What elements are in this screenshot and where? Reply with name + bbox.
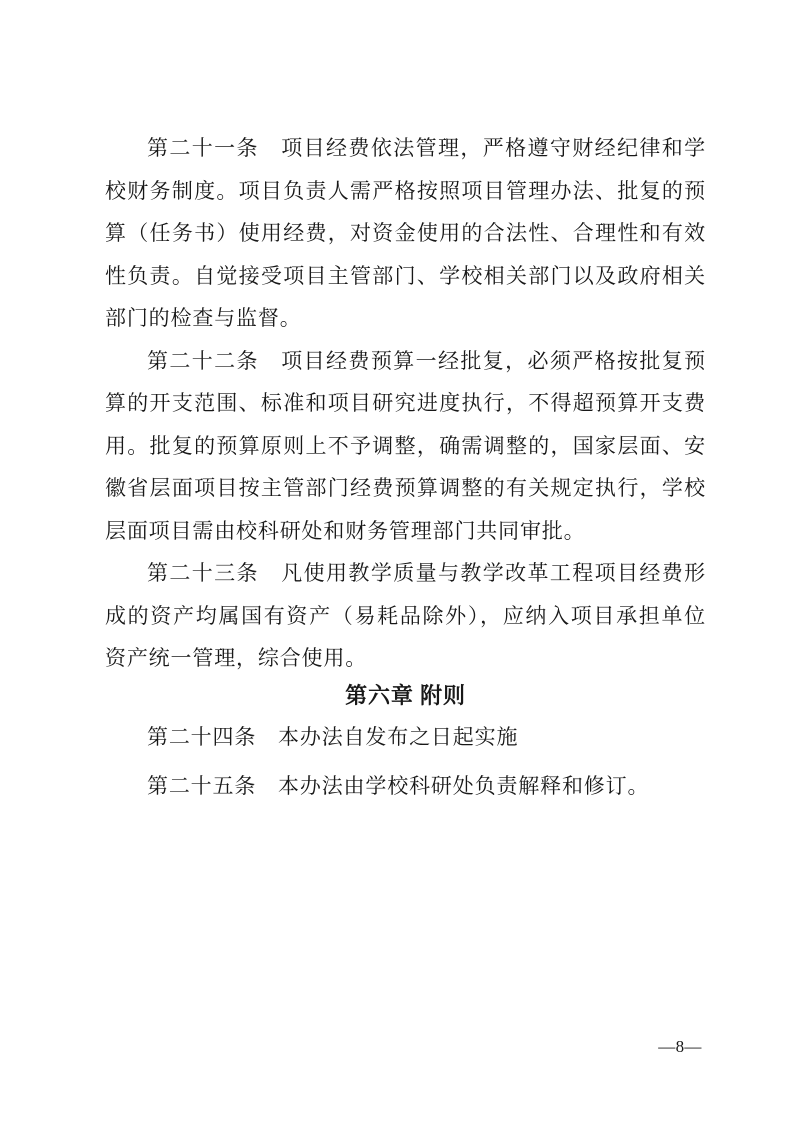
page-number: —8—: [658, 1037, 702, 1056]
article-24-paragraph: 第二十四条 本办法自发布之日起实施: [147, 724, 519, 749]
document-body: [105, 127, 706, 808]
article-21-paragraph: 第二十一条 项目经费依法管理，严格遵守财经纪律和学校财务制度。项目负责人需严格按照项目管理办法、批复的预算（任务书）使用经费，对资金使用的合法性、合理性和有效性负责。自觉接受项目主管部门、学校相关部门以及政府相关部门的检查与监督。: [105, 136, 706, 330]
article-25-paragraph: 第二十五条 本办法由学校科研处负责解释和修订。: [147, 774, 650, 798]
article-23-paragraph: 第二十三条 凡使用教学质量与教学改革工程项目经费形成的资产均属国有资产（易耗品除外），应纳入项目承担单位资产统一管理，综合使用。: [105, 561, 706, 670]
chapter-heading: 第六章 附则: [345, 682, 466, 708]
article-22-paragraph: 第二十二条 项目经费预算一经批复，必须严格按批复预算的开支范围、标准和项目研究进度执行，不得超预算开支费用。批复的预算原则上不予调整，确需调整的，国家层面、安徽省层面项目按主管部门经费预算调整的有关规定执行，学校层面项目需由校科研处和财务管理部门共同审批。: [105, 348, 706, 543]
